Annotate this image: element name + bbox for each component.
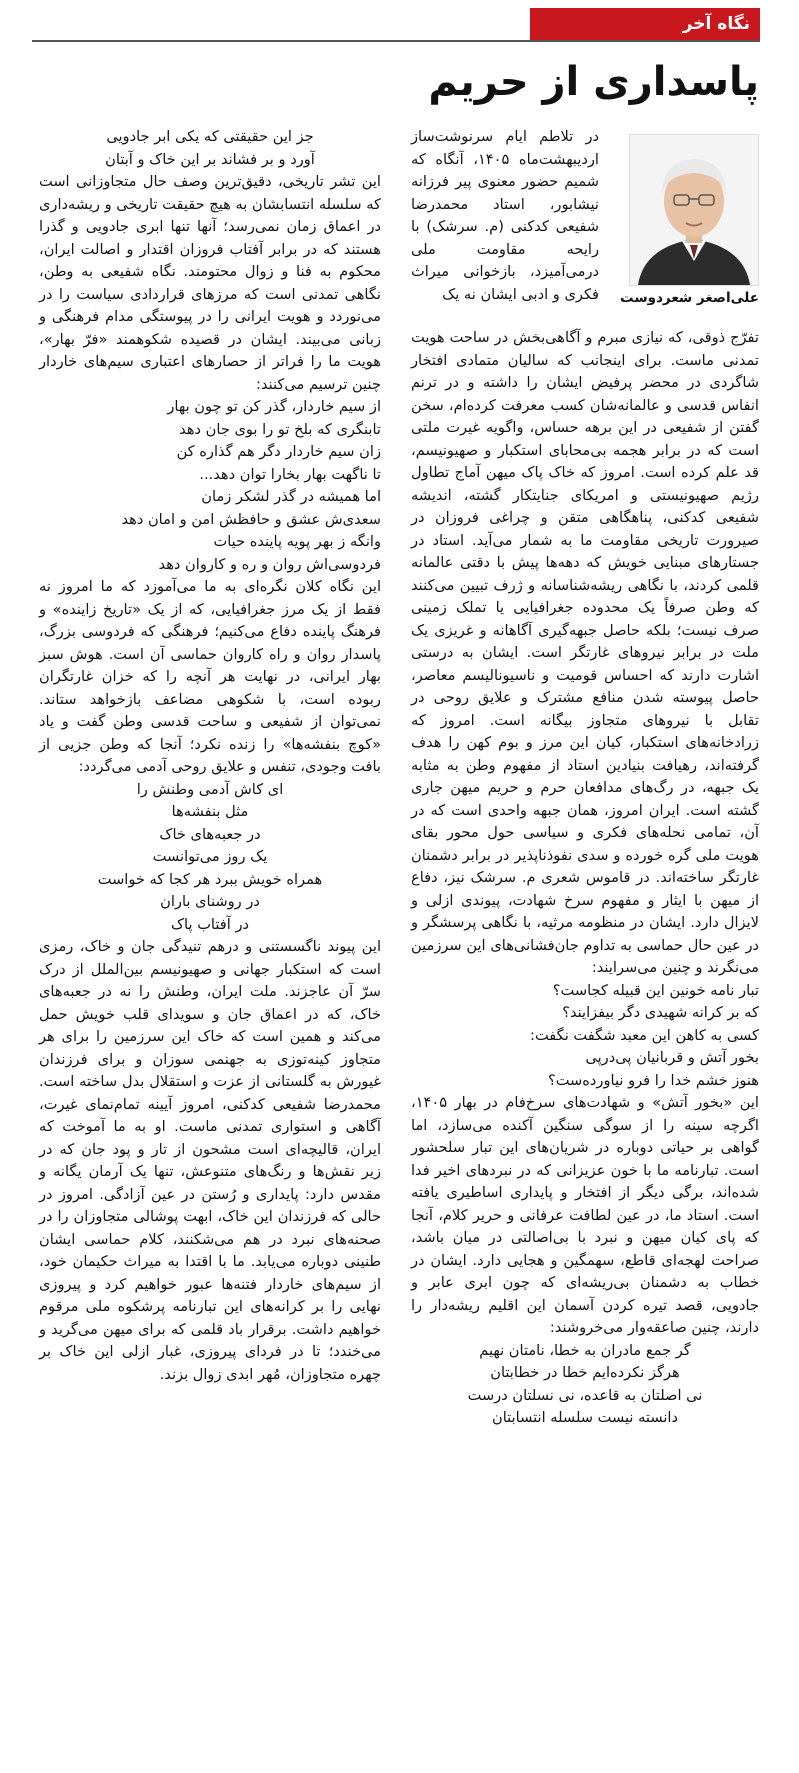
verse-line: از سیم خاردار، گذر کن تو چون بهار bbox=[167, 398, 381, 415]
verse-line: مثل بنفشه‌ها bbox=[171, 803, 249, 820]
verse-line: فردوسی‌اش روان و ره و کاروان دهد bbox=[158, 555, 381, 573]
verse-line: بخور آتش و قربانیان پی‌در‌پی bbox=[585, 1049, 759, 1066]
article-title: پاسداری از حریم bbox=[428, 59, 759, 105]
column-left bbox=[39, 126, 381, 1386]
column-right-top bbox=[411, 126, 599, 306]
verse-line: دانسته نیست سلسله انتسابتان bbox=[492, 1409, 678, 1426]
verse-line: هنوز خشم خدا را فرو نیاورده‌ست؟ bbox=[547, 1071, 759, 1089]
verse-line: یک روز می‌توانست bbox=[152, 848, 268, 865]
paragraph: این پیوند ناگسستنی و درهم تنیدگی جان و خاک، رمزی است که استکبار جهانی و صهیونیسم بین‌الملل از درک سرّ آن عاجزند. ملت ایران، وطنش را نه در جعبه‌های خاک، که در اعماق جان و سویدای قلب خویش حمل می‌کند و همین است که خاک این سرزمین را برای هر متجاوز کینه‌توزی به جهنمی سوزان و برای فرزندان غیورش به گلستانی از عزت و استقلال بدل ساخته است. محمدرضا شفیعی کدکنی، امروز آیینه تمام‌نمای غیرت، آگاهی و استواری تمدنی ماست. او به ما آموخت که ایران، قالیچه‌ای است مشحون از تار و پود جان که در زیر نقش‌ها و رنگ‌های متنوعش، تنها یک آرمان یگانه و مقدس دارد: پایداری و رُستن در عین آزادگی. امروز در حالی که فرزندان این خاک، ابهت پوشالی متجاوزان را در صحنه‌های نبرد در هم می‌شکنند، کلام حماسی ایشان طنینی دوباره می‌یابد. ما با اقتدا به میراث حکیمان خود، از سیم‌های خاردار فتنه‌ها عبور خواهیم کرد و پیروزی نهایی را بر کرانه‌های این تبارنامه پرشکوه ملی مرقوم خواهیم داشت. برقرار باد قلمی که برای میهن می‌گرید و می‌خندد؛ تا در فردای پیروزی، غبار ازلی این خاک بر چهره متجاوزان، مُهر ابدی زوال بزند. bbox=[39, 938, 381, 1383]
verse-line: در آفتاب پاک bbox=[170, 915, 249, 933]
column-right bbox=[411, 327, 759, 1430]
verse-line: در جعبه‌های خاک bbox=[159, 825, 261, 843]
author-name: علی‌اصغر شعردوست bbox=[620, 290, 759, 306]
author-photo bbox=[629, 134, 759, 286]
verse-line: تبار نامه خونین این قبیله کجاست؟ bbox=[552, 981, 759, 999]
verse-line: همراه خویش ببرد هر کجا که خواست bbox=[97, 870, 323, 888]
verse-line: که بر کرانه شهیدی دگر بیفزایند؟ bbox=[562, 1004, 759, 1021]
verse-line: در روشنای باران bbox=[160, 893, 260, 910]
verse-line: تا ناگهت بهار بخارا توان دهد... bbox=[199, 465, 381, 483]
verse-line: آورد و بر فشاند بر این خاک و آبتان bbox=[105, 150, 315, 168]
verse-line: نی اصلتان به قاعده، نی نسلتان درست bbox=[467, 1386, 703, 1404]
verse-line: اما همیشه در گذر لشکر زمان bbox=[201, 488, 381, 505]
verse-line: ای کاش آدمی وطنش را bbox=[136, 780, 284, 798]
paragraph: تفرّج ذوقی، که نیازی مبرم و آگاهی‌بخش در ساحت هویت تمدنی ماست. برای اینجانب که سالیان متمادی افتخار شاگردی در محضر پرفیض ایشان را داشته و در ترنم انفاس قدسی و عالمانه‌شان کسب معرفت کرده‌ام، سخن گفتن از شفیعی در این برهه حساس، واگویه غیرت ملتی است که در برابر هجمه بی‌محابای استکبار و صهیونیسم، قد علم کرده است. امروز که خاک پاک میهن آماج تطاول رژیم صهیونیستی و امریکای جنایتکار گشته، اندیشه شفیعی کدکنی، پناهگاهی متقن و چراغی فروزان در صیرورت تاریخی مقاومت ما به شمار می‌آید. استاد در جستارهای مبنایی خویش که دهه‌ها پیش با دقتی عالمانه قلمی کردند، با نگاهی ریشه‌شناسانه و ژرف تبیین می‌کنند که وطن صرفاً یک محدوده جغرافیایی یا تملک زمینی صرف نیست؛ بلکه حاصل جبهه‌گیری آگاهانه و غریزی یک ملت در برابر نیروهای غارتگر است. ایشان به درستی اشارت دارند که احساس قومیت و ناسیونالیسم معاصر، حاصل پیوسته شدن منافع مشترک و علایق روحی در تقابل با نیروهای متجاوز بیگانه است. امروز که زرادخانه‌های استکبار، کیان این مرز و بوم کهن را هدف گرفته‌اند، رهیافت بنیادین استاد از مفهوم وطن به مثابه یک جبهه، در رگ‌های مدافعان حرم و حریم میهن جاری گشته است. ایران امروز، همان جبهه واحدی است که در آن، تمامی نحله‌های فکری و سیاسی حول محور بقای هویت ملی گره خورده و سدی نفوذناپذیر در برابر دشمنان غارتگر ساخته‌اند. در قاموس شعری م. سرشک نیز، دفاع از میهن با ایثار و مفهوم سرخ شهادت، پیوندی ازلی و لایزال دارد. ایشان در منظومه مرثیه، با نگاهی پرسشگر و در عین حال حماسی به تداوم جان‌فشانی‌های این سرزمین می‌نگرند و چنین می‌سرایند: bbox=[411, 329, 759, 976]
paragraph: این تشر تاریخی، دقیق‌ترین وصف حال متجاوزانی است که سلسله انتسابشان به هیچ حقیقت تاریخی و ریشه‌داری در اعماق زمان نمی‌رسد؛ آنها تنها ابری جادویی و گذرا هستند که در برابر آفتاب فروزان اقتدار و اصالت ایران، محکوم به فنا و زوال محتومند. نگاه شفیعی به وطن، نگاهی تمدنی است که مرزهای قراردادی سیاست را در می‌نوردد و هویت ایرانی را در پیوستگی مدام فرهنگی و زبانی می‌بیند. ایشان در قصیده شکوهمند «فرّ بهار»، هویت ما را فراتر از حصارهای اعتباری سیم‌های خاردار چنین ترسیم می‌کنند: bbox=[39, 173, 381, 393]
verse-line: جز این حقیقتی که یکی ابر جادویی bbox=[106, 128, 314, 145]
verse-line: هرگز نکرده‌ایم خطا در خطابتان bbox=[490, 1364, 680, 1381]
verse-line: تابنگری که بلخ تو را بوی جان دهد bbox=[179, 420, 381, 438]
intro-paragraph: در تلاطم ایام سرنوشت‌ساز اردیبهشت‌ماه ۱۴۰۵، آنگاه که شمیم حضور معنوی پیر فرزانه نیشابور، استاد محمدرضا شفیعی کدکنی (م. سرشک) با رایحه مقاومت ملی درمی‌آمیزد، بازخوانی میراث فکری و ادبی ایشان نه یک bbox=[411, 128, 599, 303]
verse-line: وانگه ز بهر پویه پاینده حیات bbox=[213, 533, 381, 550]
verse-line: کسی به کاهن این معبد شگفت نگفت: bbox=[530, 1026, 759, 1044]
paragraph: این «بخور آتش» و شهادت‌های سرخ‌فام در بهار ۱۴۰۵، اگرچه سینه را از سوگی سنگین آکنده می‌سازد، اما گواهی بر حیاتی دوباره در شریان‌های این تبار سلحشور است. تبارنامه ما با خون عزیزانی که در نبردهای اخیر فدا شده‌اند، برگی دیگر از افتخار و پایداری اساطیری یافته است. استاد ما، در عین لطافت عرفانی و حریر کلام، آنجا که پای کیان میهن و نبرد با بی‌اصالتی در میان باشد، صراحت لهجه‌ای قاطع، سهمگین و هجایی دارد. ایشان در خطاب به دشمنان بی‌ریشه‌ای که چون ابری عابر و جادویی، قصد تیره کردن آسمان این اقلیم ریشه‌دار را دارند، چنین صاعقه‌وار می‌خروشند: bbox=[411, 1094, 759, 1336]
section-header-bar bbox=[32, 8, 760, 42]
verse-line: سعدی‌ش عشق و حافظش امن و امان دهد bbox=[121, 510, 381, 528]
paragraph: این نگاه کلان نگره‌ای به ما می‌آموزد که ما امروز نه فقط از یک مرز جغرافیایی، که از یک «تاریخ زاینده» و فرهنگ پاینده دفاع می‌کنیم؛ فرهنگی که فردوسی بزرگ، پاسدار روان و راه کاروان حماسی آن است. هوش سبز بهار ایرانی، در نهایت هر آنچه را که خزان غارتگران ربوده است، با شکوهی مضاعف بازخواهد ستاند. نمی‌توان از شفیعی و ساحت قدسی وطن گفت و یاد «کوچ بنفشه‌ها» را زنده نکرد؛ آنجا که وطن جزیی از بافت وجودی، تنفس و علایق روحی آدمی می‌گردد: bbox=[39, 578, 381, 775]
verse-line: زان سیم خاردار دگر هم گذاره کن bbox=[176, 443, 381, 460]
section-tag: نگاه آخر bbox=[530, 8, 760, 40]
verse-line: گر جمع مادران به خطا، نامتان نهیم bbox=[479, 1341, 691, 1359]
